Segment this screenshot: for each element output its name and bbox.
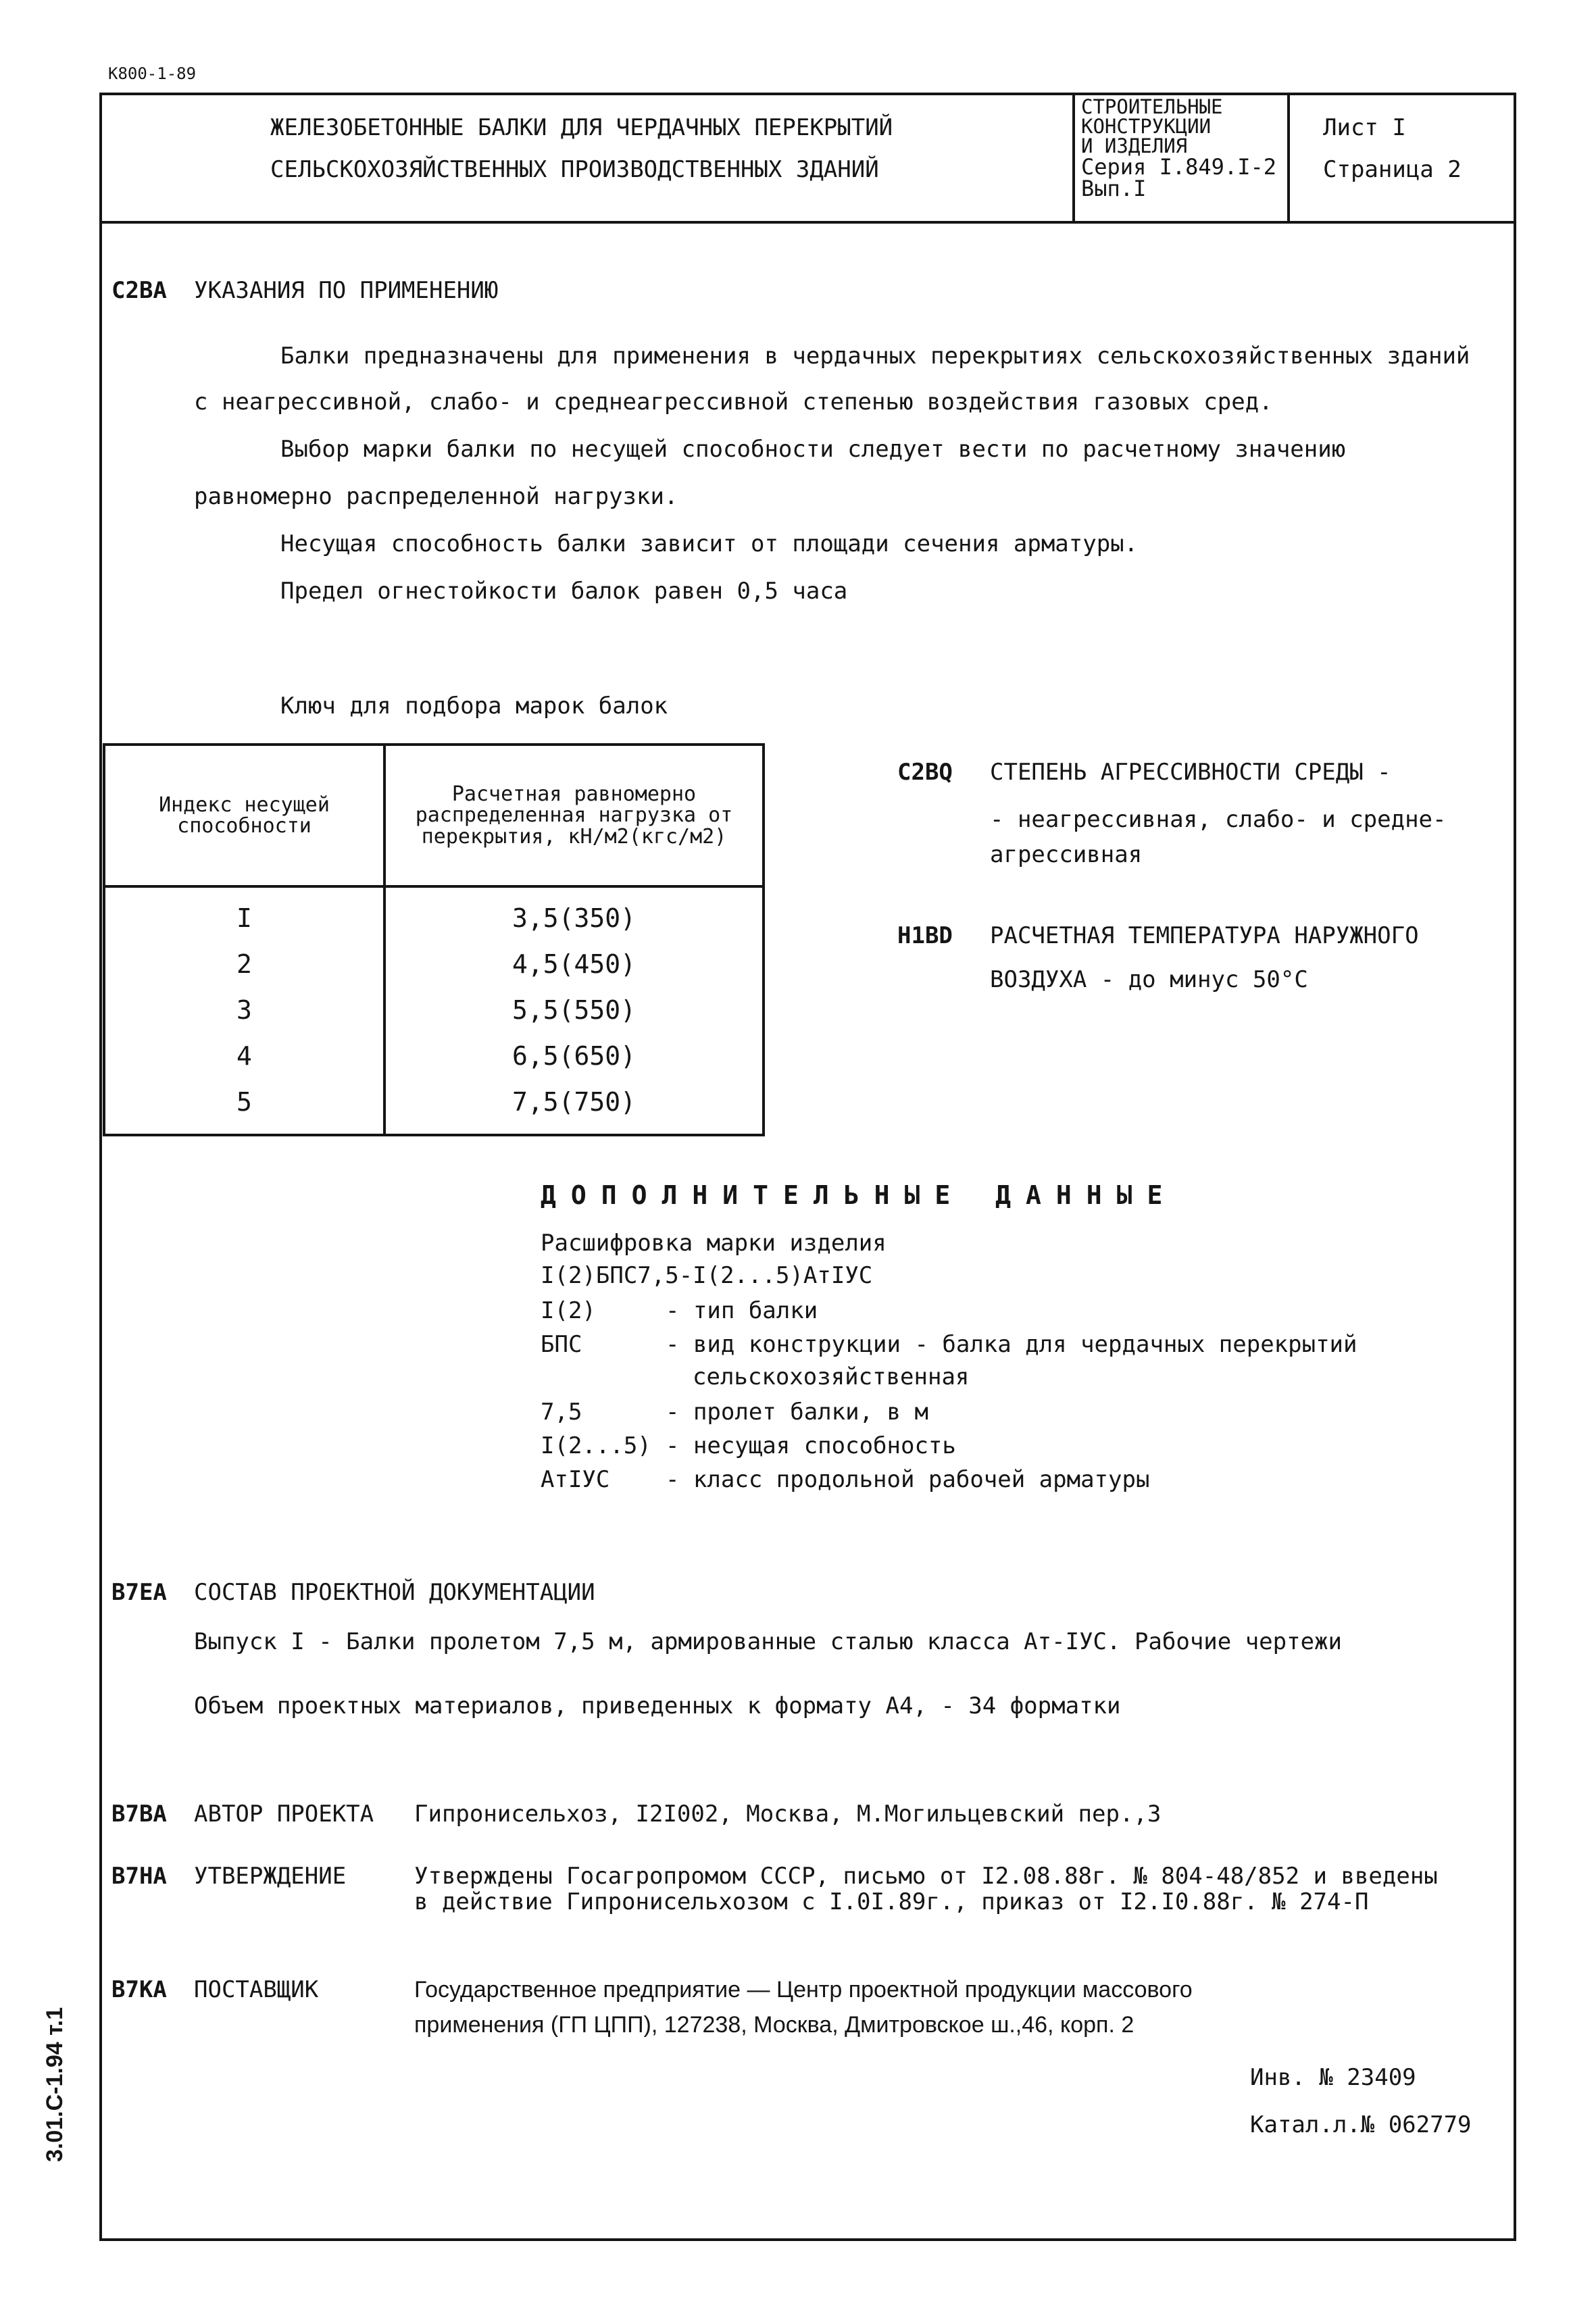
section-text: Утверждены Госагропромом СССР, письмо от I2.08.88г. № 804-48/852 и введены [414,1863,1438,1890]
section-text: в действие Гипронисельхозом с I.0I.89г., приказ от I2.I0.88г. № 274-П [414,1888,1369,1915]
sheet-number: Лист I [1323,114,1406,141]
subheading: Расшифровка марки изделия [541,1230,887,1257]
section-heading: РАСЧЕТНАЯ ТЕМПЕРАТУРА НАРУЖНОГО [990,922,1419,949]
additional-heading: ДОПОЛНИТЕЛЬНЫЕ ДАННЫЕ [541,1180,1178,1210]
section-label: АВТОР ПРОЕКТА [194,1801,374,1828]
paragraph-line: Несущая способность балки зависит от площади сечения арматуры. [280,530,1139,557]
load-cell: 6,5(650) [384,1033,764,1079]
series-line: КОНСТРУКЦИИ [1081,115,1212,138]
section-code: В7КА [111,1976,167,2003]
section-text: - неагрессивная, слабо- и средне- [990,806,1447,833]
key-table [103,743,765,1136]
section-code: В7НА [111,1863,167,1890]
series-number: Серия I.849.I-2 [1081,154,1276,180]
load-cell: 7,5(750) [384,1079,764,1135]
issue-number: Вып.I [1081,176,1147,201]
section-text: агрессивная [990,841,1143,868]
section-text: Государственное предприятие — Центр проектной продукции массового [414,1977,1193,2003]
index-cell: 3 [104,987,384,1033]
section-text: Гипронисельхоз, I2I002, Москва, М.Могильцевский пер.,3 [414,1801,1162,1828]
section-code: В7ЕА [111,1579,167,1606]
mark-desc: - пролет балки, в м [666,1399,928,1426]
section-code: Н1ВD [897,922,953,949]
mark-term: АтIУС [541,1466,610,1493]
header-column-divider [1072,93,1075,222]
catalog-number: Катал.л.№ 062779 [1250,2111,1472,2138]
load-cell: 5,5(550) [384,987,764,1033]
section-heading: УКАЗАНИЯ ПО ПРИМЕНЕНИЮ [194,277,499,304]
series-line: СТРОИТЕЛЬНЫЕ [1081,95,1223,118]
section-text: Выпуск I - Балки пролетом 7,5 м, армированные сталью класса Ат-IУС. Рабочие чертежи [194,1628,1342,1655]
section-heading: СОСТАВ ПРОЕКТНОЙ ДОКУМЕНТАЦИИ [194,1579,595,1606]
product-mark: I(2)БПС7,5-I(2...5)АтIУС [541,1262,873,1289]
paragraph-line: с неагрессивной, слабо- и среднеагрессивной степенью воздействия газовых сред. [194,388,1273,416]
document-code: К800-1-89 [108,64,197,83]
paragraph-line: Балки предназначены для применения в чердачных перекрытиях сельскохозяйственных зданий [280,343,1470,370]
section-label: УТВЕРЖДЕНИЕ [194,1863,347,1890]
series-line: И ИЗДЕЛИЯ [1081,134,1188,157]
load-cell: 3,5(350) [384,886,764,941]
section-heading: СТЕПЕНЬ АГРЕССИВНОСТИ СРЕДЫ - [990,759,1391,786]
page-number: Страница 2 [1323,156,1462,183]
index-cell: 4 [104,1033,384,1079]
section-label: ПОСТАВЩИК [194,1976,319,2003]
index-cell: I [104,886,384,941]
table-header-load: Расчетная равномерно распределенная нагрузка от перекрытия, кН/м2(кгс/м2) [384,745,764,886]
mark-term: I(2...5) [541,1432,651,1459]
mark-desc: - тип балки [666,1297,818,1324]
mark-term: БПС [541,1331,582,1358]
mark-desc: - вид конструкции - балка для чердачных перекрытий [666,1331,1357,1358]
section-code: С2ВА [111,277,167,304]
section-text: ВОЗДУХА - до минус 50°С [990,966,1308,993]
table-row [104,1079,764,1135]
index-cell: 5 [104,1079,384,1135]
table-row [104,941,764,987]
mark-desc: - класс продольной рабочей арматуры [666,1466,1150,1493]
section-code: С2ВQ [897,759,953,786]
section-text: Объем проектных материалов, приведенных к формату А4, - 34 форматки [194,1692,1121,1719]
header-title-line1: ЖЕЛЕЗОБЕТОННЫЕ БАЛКИ ДЛЯ ЧЕРДАЧНЫХ ПЕРЕКРЫТИЙ [270,114,893,141]
mark-term: I(2) [541,1297,596,1324]
paragraph-line: равномерно распределенной нагрузки. [194,483,678,510]
inventory-number: Инв. № 23409 [1250,2064,1416,2091]
table-row [104,1033,764,1079]
side-note: 3.01.С-1.94 т.1 [42,2007,68,2162]
table-header-index: Индекс несущей способности [104,745,384,886]
header-divider [99,221,1516,224]
mark-term: 7,5 [541,1399,582,1426]
load-cell: 4,5(450) [384,941,764,987]
header-title-line2: СЕЛЬСКОХОЗЯЙСТВЕННЫХ ПРОИЗВОДСТВЕННЫХ ЗДАНИЙ [270,156,879,183]
table-caption: Ключ для подбора марок балок [280,693,668,720]
paragraph-line: Предел огнестойкости балок равен 0,5 часа [280,578,848,605]
header-column-divider [1287,93,1290,222]
mark-desc: - несущая способность [666,1432,956,1459]
header-series-block [1081,97,1276,199]
table-row [104,886,764,941]
paragraph-line: Выбор марки балки по несущей способности следует вести по расчетному значению [280,436,1346,463]
index-cell: 2 [104,941,384,987]
section-text: применения (ГП ЦПП), 127238, Москва, Дмитровское ш.,46, корп. 2 [414,2012,1134,2038]
section-code: В7ВА [111,1801,167,1828]
mark-desc-cont: сельскохозяйственная [693,1363,970,1390]
table-row [104,987,764,1033]
